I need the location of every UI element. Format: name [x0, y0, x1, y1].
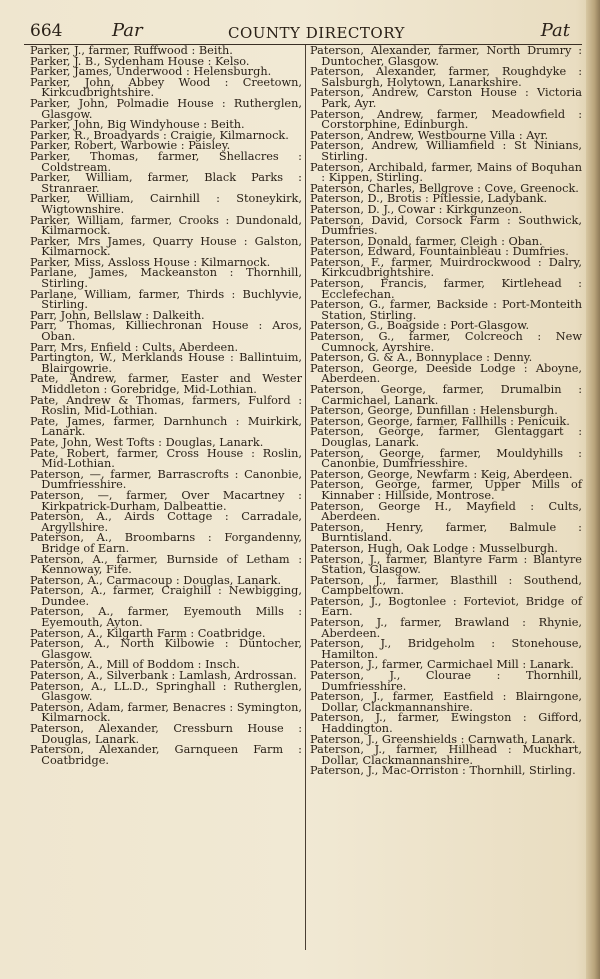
directory-entry: Parker, William, Cairnhill : Stoneykirk, Wigtownshire. [30, 192, 302, 216]
directory-entry: Parker, J. B., Sydenham House : Kelso. [30, 54, 250, 68]
directory-entry: Paterson, J., Bogtonlee : Forteviot, Bridge of Earn. [310, 594, 582, 619]
page-number: 664 [30, 21, 63, 41]
directory-entry: Parker, J., farmer, Ruffwood : Beith. [30, 44, 233, 57]
directory-entry: Parker, Miss, Assloss House : Kilmarnock. [30, 255, 271, 269]
directory-entry: Paterson, David, Corsock Farm : Southwick, Dumfries. [310, 213, 582, 238]
directory-entry: Paterson, George, farmer, Drumalbin : Carmichael, Lanark. [310, 383, 582, 407]
directory-entry: Paterson, D., Brotis : Pitlessie, Ladybank. [310, 192, 548, 206]
directory-entry: Parr, John, Bellslaw : Dalkeith. [30, 308, 205, 322]
directory-entry: Paterson, J., Mac-Orriston : Thornhill, Stirling. [310, 764, 576, 778]
right-column [310, 46, 582, 777]
directory-entry: Parlane, James, Mackeanston : Thornhill, Stirling. [30, 266, 302, 291]
header-left-word: Par [112, 20, 143, 41]
directory-entry: Paterson, J., farmer, Blasthill : Southend, Campbeltown. [310, 573, 582, 598]
directory-entry: Parr, Mrs, Enfield : Cults, Aberdeen. [30, 340, 239, 354]
adjacent-page-edge [586, 0, 600, 979]
directory-entry: Pate, James, farmer, Darnhunch : Muirkirk, Lanark. [30, 414, 302, 439]
directory-entry: Paterson, F., farmer, Muirdrockwood : Dalry, Kirkcudbrightshire. [310, 255, 582, 280]
directory-entry: Paterson, Andrew, Carston House : Victoria Park, Ayr. [310, 86, 582, 110]
directory-entry: Paterson, J., farmer, Eastfield : Blairngone, Dollar, Clackmannanshire. [310, 690, 582, 714]
directory-entry: Paterson, G. & A., Bonnyplace : Denny. [310, 351, 533, 365]
directory-entry: Paterson, Archibald, farmer, Mains of Boquhan : Kippen, Stirling. [310, 160, 582, 185]
directory-entry: Paterson, A., Broombarns : Forgandenny, Bridge of Earn. [30, 531, 302, 555]
directory-entry: Parker, William, farmer, Black Parks : Stranraer. [30, 171, 302, 195]
directory-entry: Paterson, J., Clourae : Thornhill, Dumfriesshire. [310, 669, 582, 693]
directory-entry: Parker, Thomas, farmer, Shellacres : Coldstream. [30, 149, 302, 174]
left-column [30, 46, 302, 766]
directory-entry: Paterson, J., farmer, Carmichael Mill : Lanark. [310, 658, 574, 672]
directory-entry: Paterson, George, Newfarm : Keig, Aberdeen. [310, 467, 573, 481]
directory-entry: Paterson, J., farmer, Ewingston : Gifford, Haddington. [310, 711, 582, 735]
directory-entry: Paterson, —, farmer, Over Macartney : Kirkpatrick-Durham, Dalbeattie. [30, 488, 302, 513]
directory-entry: Paterson, Andrew, farmer, Meadowfield : Corstorphine, Edinburgh. [310, 107, 582, 132]
directory-entry: Parker, R., Broadyards : Craigie, Kilmarnock. [30, 128, 289, 142]
column-divider [305, 45, 306, 950]
directory-entry: Paterson, J., farmer, Blantyre Farm : Blantyre Station, Glasgow. [310, 552, 582, 577]
directory-entry: Partington, W., Merklands House : Ballintuim, Blairgowrie. [30, 351, 302, 375]
directory-entry: Paterson, A., Airds Cottage : Carradale, Argyllshire. [30, 510, 302, 534]
directory-entry: Paterson, George, farmer, Glentaggart : Douglas, Lanark. [310, 425, 582, 449]
directory-entry: Paterson, A., farmer, Eyemouth Mills : Eyemouth, Ayton. [30, 605, 302, 630]
directory-entry: Paterson, J., farmer, Brawland : Rhynie, Aberdeen. [310, 616, 582, 640]
directory-entry: Paterson, Alexander, farmer, North Drumry : Duntocher, Glasgow. [310, 44, 582, 68]
directory-entry: Pate, Andrew, farmer, Easter and Wester Middleton : Gorebridge, Mid-Lothian. [30, 372, 302, 396]
directory-entry: Paterson, A., Mill of Boddom : Insch. [30, 658, 240, 672]
directory-entry: Paterson, J., Bridgeholm : Stonehouse, Hamilton. [310, 637, 582, 661]
directory-entry: Paterson, Alexander, Garnqueen Farm : Coatbridge. [30, 743, 302, 767]
directory-entry: Parker, John, Big Windyhouse : Beith. [30, 118, 245, 132]
directory-entry: Paterson, Hugh, Oak Lodge : Musselburgh. [310, 541, 558, 555]
directory-entry: Paterson, Henry, farmer, Balmule : Burntisland. [310, 520, 582, 545]
page-title: COUNTY DIRECTORY [228, 24, 405, 42]
directory-entry: Paterson, Alexander, Cressburn House : Douglas, Lanark. [30, 722, 302, 746]
directory-entry: Parker, John, Polmadie House : Rutherglen, Glasgow. [30, 96, 302, 121]
directory-entry: Paterson, A., farmer, Burnside of Letham : Kennoway, Fife. [30, 552, 302, 577]
directory-entry: Pate, John, West Tofts : Douglas, Lanark. [30, 435, 264, 449]
directory-entry: Parr, Thomas, Killiechronan House : Aros, Oban. [30, 319, 302, 344]
directory-entry: Paterson, Adam, farmer, Benacres : Symington, Kilmarnock. [30, 700, 302, 725]
directory-entry: Paterson, George, farmer, Mouldyhills : Canonbie, Dumfriesshire. [310, 446, 582, 471]
directory-entry: Paterson, A., Carmacoup : Douglas, Lanark. [30, 573, 282, 587]
directory-entry: Paterson, A., North Kilbowie : Duntocher, Glasgow. [30, 637, 302, 661]
directory-entry: Paterson, George H., Mayfield : Cults, Aberdeen. [310, 499, 582, 524]
directory-entry: Parker, Mrs James, Quarry House : Galston, Kilmarnock. [30, 234, 302, 259]
directory-entry: Paterson, George, Deeside Lodge : Aboyne, Aberdeen. [310, 361, 582, 386]
directory-entry: Paterson, —, farmer, Barrascrofts : Canonbie, Dumfriesshire. [30, 467, 302, 492]
directory-entry: Paterson, G., farmer, Colcreoch : New Cumnock, Ayrshire. [310, 330, 582, 354]
directory-entry: Paterson, Andrew, Williamfield : St Ninians, Stirling. [310, 139, 582, 163]
page-header [30, 18, 578, 44]
directory-entry: Paterson, A., Kilgarth Farm : Coatbridge. [30, 626, 266, 640]
directory-entry: Paterson, D. J., Cowar : Kirkgunzeon. [310, 202, 523, 216]
directory-entry: Parker, James, Underwood : Helensburgh. [30, 65, 272, 79]
directory-entry: Paterson, Francis, farmer, Kirtlehead : Ecclefechan. [310, 277, 582, 301]
directory-entry: Paterson, Charles, Bellgrove : Cove, Greenock. [310, 181, 579, 195]
directory-entry: Paterson, Alexander, farmer, Roughdyke : Salsburgh, Holytown, Lanarkshire. [310, 65, 582, 89]
directory-entry: Paterson, George, Dunfillan : Helensburgh. [310, 404, 558, 418]
directory-entry: Paterson, Edward, Fountainbleau : Dumfries. [310, 245, 569, 259]
directory-entry: Parlane, William, farmer, Thirds : Buchlyvie, Stirling. [30, 287, 302, 312]
directory-entry: Paterson, Andrew, Westbourne Villa : Ayr. [310, 128, 549, 142]
directory-entry: Paterson, A., farmer, Craighill : Newbigging, Dundee. [30, 584, 302, 608]
directory-entry: Paterson, George, farmer, Upper Mills of Kinnaber : Hillside, Montrose. [310, 478, 582, 502]
directory-entry: Pate, Andrew & Thomas, farmers, Fulford : Roslin, Mid-Lothian. [30, 393, 302, 418]
directory-entry: Paterson, G., Boagside : Port-Glasgow. [310, 319, 530, 333]
directory-entry: Paterson, G., farmer, Backside : Port-Monteith Station, Stirling. [310, 298, 582, 322]
directory-entry: Paterson, J., Greenshields : Carnwath, Lanark. [310, 732, 576, 746]
directory-entry: Parker, William, farmer, Crooks : Dundonald, Kilmarnock. [30, 213, 302, 238]
directory-entry: Parker, Robert, Warbowie : Paisley. [30, 139, 231, 153]
directory-entry: Paterson, A., Silverbank : Lamlash, Ardrossan. [30, 669, 297, 683]
directory-entry: Paterson, A., LL.D., Springhall : Rutherglen, Glasgow. [30, 679, 302, 704]
directory-entry: Paterson, J., farmer, Hillhead : Muckhart, Dollar, Clackmannanshire. [310, 743, 582, 767]
directory-entry: Paterson, Donald, farmer, Cleigh : Oban. [310, 234, 543, 248]
header-right-word: Pat [540, 20, 570, 41]
directory-entry: Paterson, George, farmer, Fallhills : Penicuik. [310, 414, 570, 428]
directory-entry: Parker, John, Abbey Wood : Creetown, Kirkcudbrightshire. [30, 75, 302, 100]
directory-entry: Pate, Robert, farmer, Cross House : Roslin, Mid-Lothian. [30, 446, 302, 471]
